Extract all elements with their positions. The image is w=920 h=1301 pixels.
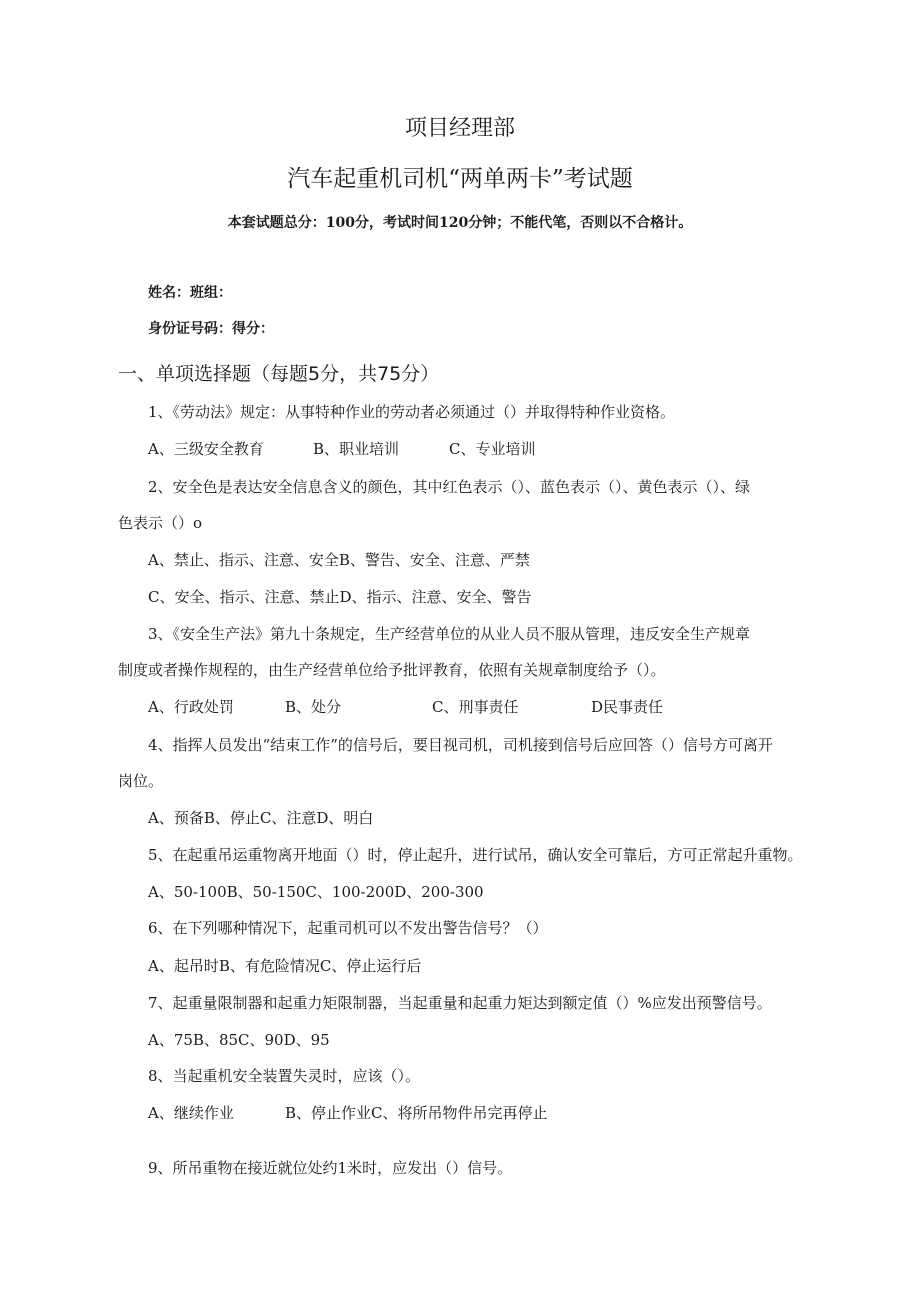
question-1-option-a: A、三级安全教育 bbox=[148, 440, 264, 458]
question-5-stem: 5、在起重吊运重物离开地面（）时，停止起升，进行试吊，确认安全可靠后，方可正常起升重物。 bbox=[148, 846, 803, 864]
question-8-option-a: A、继续作业 bbox=[148, 1104, 234, 1122]
question-3-stem-line-2: 制度或者操作规程的，由生产经营单位给予批评教育，依照有关规章制度给予（）。 bbox=[118, 661, 666, 679]
name-group-field: 姓名：班组： bbox=[148, 285, 232, 301]
question-7-stem: 7、起重量限制器和起重力矩限制器，当起重量和起重力矩达到额定值（）%应发出预警信号。 bbox=[148, 994, 772, 1012]
question-1-option-c: C、专业培训 bbox=[449, 440, 536, 458]
question-3-stem-line-1: 3、《安全生产法》第九十条规定，生产经营单位的从业人员不服从管理，违反安全生产规章 bbox=[148, 625, 751, 643]
question-2-options-line-2: C、安全、指示、注意、禁止D、指示、注意、安全、警告 bbox=[148, 588, 532, 606]
section-title: 一、单项选择题（每题5分，共75分） bbox=[118, 363, 440, 385]
question-3-option-a: A、行政处罚 bbox=[148, 698, 234, 716]
question-4-stem-line-2: 岗位。 bbox=[118, 772, 164, 790]
id-score-field: 身份证号码：得分： bbox=[148, 321, 274, 337]
question-7-options: A、75B、85C、90D、95 bbox=[148, 1031, 330, 1049]
question-8-stem: 8、当起重机安全装置失灵时，应该（）。 bbox=[148, 1067, 421, 1085]
question-5-options: A、50-100B、50-150C、100-200D、200-300 bbox=[148, 883, 484, 901]
department-title: 项目经理部 bbox=[404, 116, 515, 141]
question-3-option-b: B、处分 bbox=[285, 698, 342, 716]
exam-notice: 本套试题总分：100分，考试时间120分钟；不能代笔，否则以不合格计。 bbox=[227, 215, 693, 231]
question-9-stem: 9、所吊重物在接近就位处约1米时，应发出（）信号。 bbox=[148, 1159, 513, 1177]
question-6-options: A、起吊时B、有危险情况C、停止运行后 bbox=[148, 957, 422, 975]
question-3-option-d: D民事责任 bbox=[591, 698, 664, 716]
question-8-option-bc: B、停止作业C、将所吊物件吊完再停止 bbox=[285, 1104, 548, 1122]
question-6-stem: 6、在下列哪种情况下，起重司机可以不发出警告信号？（） bbox=[148, 919, 548, 937]
question-2-options-line-1: A、禁止、指示、注意、安全B、警告、安全、注意、严禁 bbox=[148, 551, 530, 569]
exam-title: 汽车起重机司机“两单两卡”考试题 bbox=[287, 166, 633, 192]
question-4-options: A、预备B、停止C、注意D、明白 bbox=[148, 809, 374, 827]
question-1-stem: 1、《劳动法》规定：从事特种作业的劳动者必须通过（）并取得特种作业资格。 bbox=[148, 403, 676, 421]
question-3-option-c: C、刑事责任 bbox=[432, 698, 519, 716]
question-2-stem-line-2: 色表示（）o bbox=[118, 514, 203, 532]
question-1-option-b: B、职业培训 bbox=[313, 440, 400, 458]
question-2-stem-line-1: 2、安全色是表达安全信息含义的颜色，其中红色表示（）、蓝色表示（）、黄色表示（）、绿 bbox=[148, 478, 751, 496]
question-4-stem-line-1: 4、指挥人员发出“结束工作”的信号后，要目视司机，司机接到信号后应回答（）信号方可离开 bbox=[148, 736, 773, 754]
